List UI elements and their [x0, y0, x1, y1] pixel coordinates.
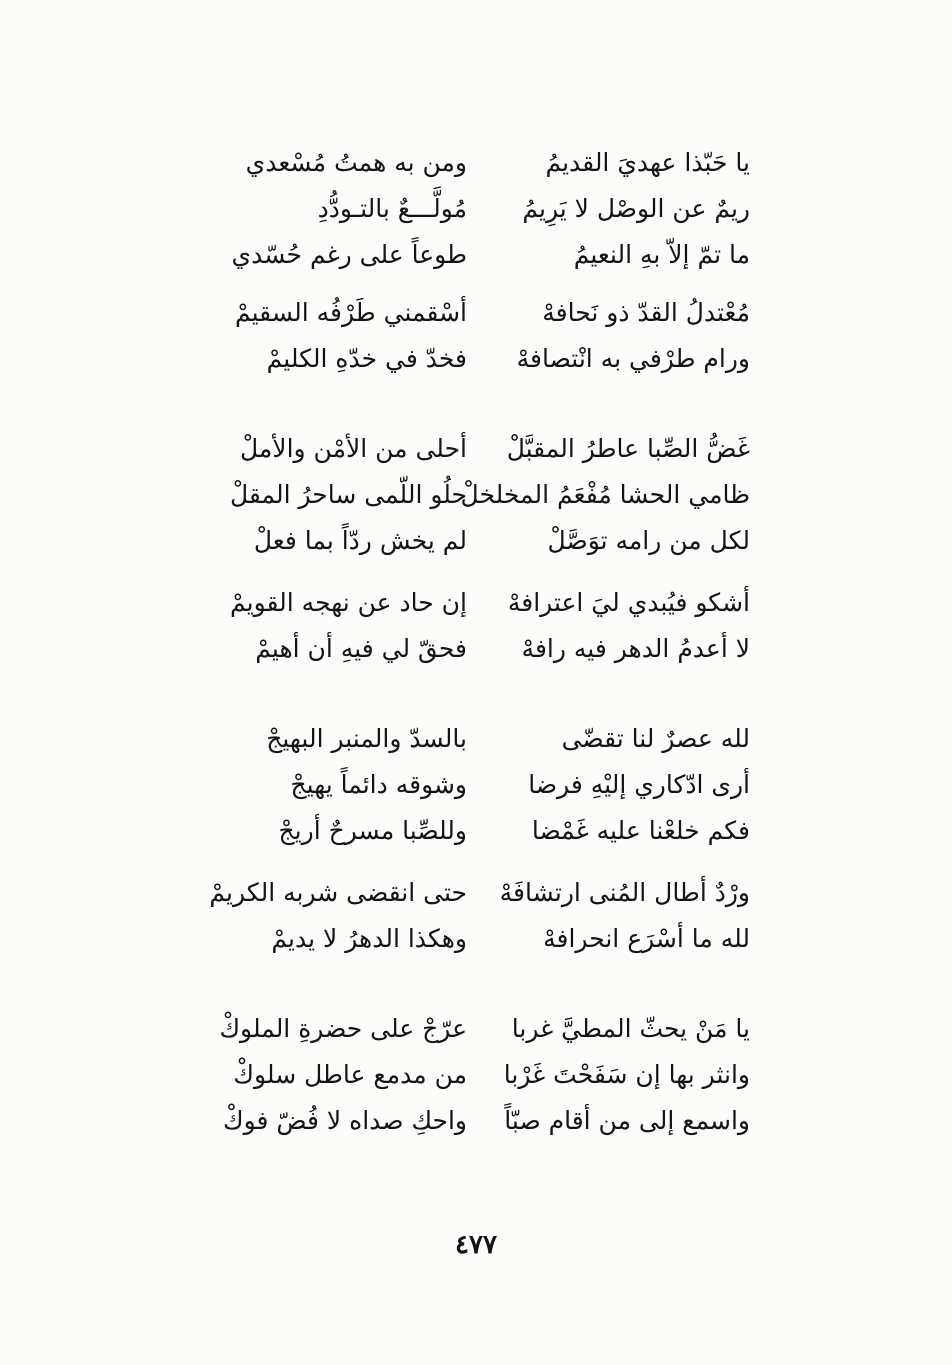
verse-line: [215, 716, 750, 762]
first-hemistich: ريمٌ عن الوصْل لا يَرِيمُ: [522, 194, 750, 223]
first-hemistich: فكم خلعْنا عليه غَمْضا: [531, 816, 750, 845]
second-hemistich: حلُو اللّمى ساحرُ المقلْ: [229, 480, 467, 509]
verse-line: [215, 808, 750, 854]
page-number: ٤٧٧: [455, 1230, 497, 1260]
first-hemistich: يا مَنْ يحثّ المطيَّ غربا: [511, 1014, 750, 1043]
first-hemistich: ما تمّ إلاّ بهِ النعيمُ: [573, 240, 750, 269]
second-hemistich: مُولَّـــعٌ بالتـودُّدِ: [317, 194, 467, 223]
second-hemistich: وشوقه دائماً يهيجْ: [290, 770, 467, 799]
first-hemistich: يا حَبّذا عهديَ القديمُ: [545, 148, 750, 177]
second-hemistich: ومن به همتُ مُسْعدي: [245, 148, 467, 177]
second-hemistich: لم يخش ردّاً بما فعلْ: [253, 526, 467, 555]
verse-line: [215, 336, 750, 382]
second-hemistich: حتى انقضى شربه الكريمْ: [209, 878, 467, 907]
second-hemistich: أحلى من الأمْن والأملْ: [239, 434, 467, 463]
second-hemistich: إن حاد عن نهجه القويمْ: [230, 588, 467, 617]
verse-line: [215, 186, 750, 232]
verse-line: [215, 1006, 750, 1052]
first-hemistich: ظامي الحشا مُفْعَمُ المخلخلْ: [460, 480, 750, 509]
stanza: [209, 870, 750, 962]
first-hemistich: لله ما أسْرَع انحرافهْ: [543, 924, 750, 953]
stanza: [215, 426, 750, 564]
verse-line: [215, 1098, 750, 1144]
verse-line: [215, 140, 750, 186]
first-hemistich: ورام طرْفي به انْتصافهْ: [516, 344, 750, 373]
stanza: [215, 290, 750, 382]
second-hemistich: طوعاً على رغم حُسّدي: [231, 240, 467, 269]
verse-line: [215, 518, 750, 564]
verse-line: [215, 290, 750, 336]
verse-line: [215, 472, 750, 518]
verse-line: [209, 870, 750, 916]
second-hemistich: وللصِّبا مسرحٌ أريجْ: [278, 816, 467, 845]
second-hemistich: من مدمع عاطل سلوكْ: [233, 1060, 467, 1089]
verse-line: [215, 1052, 750, 1098]
stanza: [215, 580, 750, 672]
stanza: [215, 140, 750, 278]
first-hemistich: غَضُّ الصِّبا عاطرُ المقبَّلْ: [506, 434, 750, 463]
first-hemistich: وانثر بها إن سَفَحْتَ غَرْبا: [503, 1060, 750, 1089]
second-hemistich: أسْقمني طَرْفُه السقيمْ: [234, 298, 467, 327]
stanza: [215, 1006, 750, 1144]
verse-line: [215, 232, 750, 278]
first-hemistich: لكل من رامه توَصَّلْ: [547, 526, 750, 555]
second-hemistich: فحقّ لي فيهِ أن أهيمْ: [255, 634, 467, 663]
poem: [209, 140, 750, 1144]
second-hemistich: بالسدّ والمنبر البهيجْ: [266, 724, 467, 753]
first-hemistich: لا أعدمُ الدهر فيه رافهْ: [521, 634, 750, 663]
first-hemistich: ورْدٌ أطال المُنى ارتشافَهْ: [499, 878, 750, 907]
verse-line: [215, 762, 750, 808]
first-hemistich: واسمع إلى من أقام صبّاً: [504, 1106, 750, 1135]
verse-line: [215, 580, 750, 626]
first-hemistich: أشكو فيُبدي ليَ اعترافهْ: [507, 588, 750, 617]
stanza: [215, 716, 750, 854]
second-hemistich: عرّجْ على حضرةِ الملوكْ: [219, 1014, 467, 1043]
verse-line: [215, 626, 750, 672]
first-hemistich: أرى ادّكاري إليْهِ فرضا: [528, 770, 750, 799]
second-hemistich: وهكذا الدهرُ لا يديمْ: [271, 924, 467, 953]
second-hemistich: واحكِ صداه لا فُضّ فوكْ: [222, 1106, 467, 1135]
verse-line: [215, 916, 750, 962]
verse-line: [215, 426, 750, 472]
first-hemistich: لله عصرٌ لنا تقضّى: [561, 724, 750, 753]
second-hemistich: فخدّ في خدّهِ الكليمْ: [266, 344, 467, 373]
first-hemistich: مُعْتدلُ القدّ ذو نَحافهْ: [542, 298, 750, 327]
